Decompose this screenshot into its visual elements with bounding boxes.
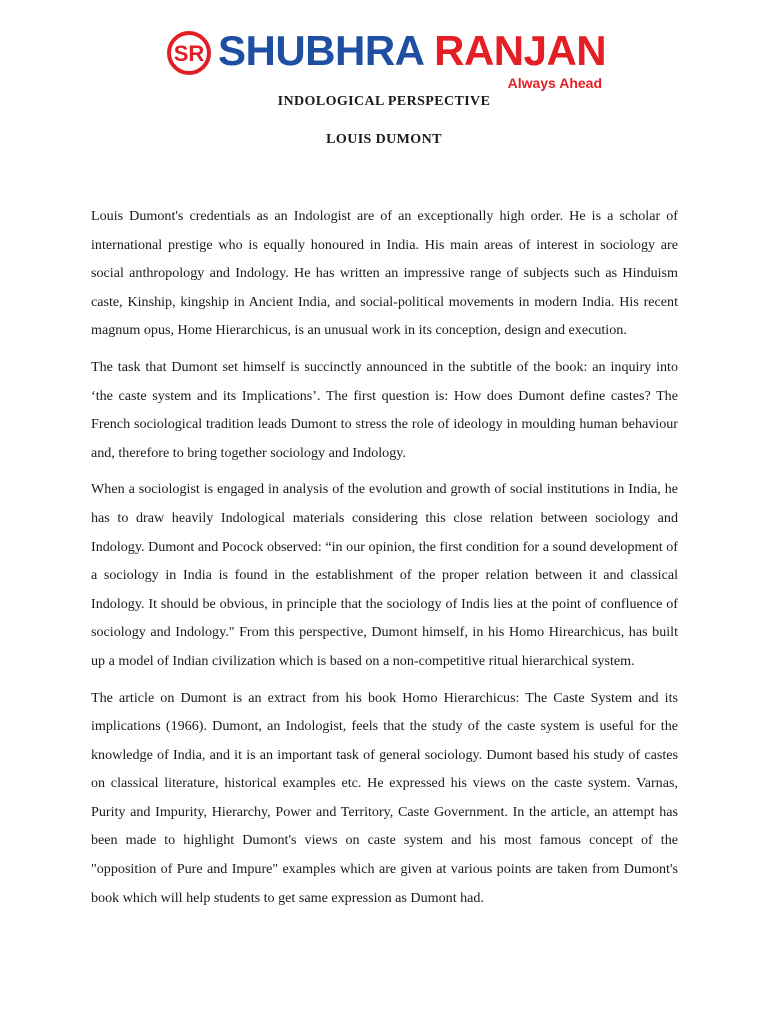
- page-header: [0, 0, 768, 96]
- brand-name: [218, 28, 606, 74]
- brand-name-part1: SHUBHRA: [218, 27, 423, 74]
- document-body: [91, 202, 678, 920]
- paragraph-3: When a sociologist is engaged in analysis of the evolution and growth of social institutions in India, he has to draw heavily Indological materials considering this close relation between sociology and Indology. Dumont and Pocock observed: “in our opinion, the first condition for a sound development of a sociology in India is found in the establishment of the proper relation between it and classical Indology. It should be obvious, in principle that the sociology of Indis lies at the point of confluence of sociology and Indology." From this perspective, Dumont himself, in his Homo Hirearchicus, has built up a model of Indian civilization which is based on a non-competitive ritual hierarchical system.: [91, 481, 678, 669]
- paragraph-4: The article on Dumont is an extract from his book Homo Hierarchicus: The Caste System and its implications (1966). Dumont, an Indologist, feels that the study of the caste system is useful for the knowledge of India, and it is an important task of general sociology. Dumont based his study of castes on classical literature, historical examples etc. He expressed his views on the caste system. Varnas, Purity and Impurity, Hierarchy, Power and Territory, Caste Government. In the article, an attempt has been made to highlight Dumont's views on caste system and his most famous concept of the "opposition of Pure and Impure" examples which are given at various points are taken from Dumont's book which will help students to get same expression as Dumont had.: [91, 689, 678, 906]
- paragraph-1: Louis Dumont's credentials as an Indologist are of an exceptionally high order. He is a scholar of international prestige who is equally honoured in India. His main areas of interest in sociology are social anthropology and Indology. He has written an impressive range of subjects such as Hinduism caste, Kinship, kingship in Ancient India, and social-political movements in modern India. His recent magnum opus, Home Hierarchicus, is an unusual work in its conception, design and execution.: [91, 208, 678, 339]
- document-subtitle: LOUIS DUMONT: [326, 132, 442, 147]
- brand-name-part2: RANJAN: [434, 27, 607, 74]
- paragraph-2: The task that Dumont set himself is succinctly announced in the subtitle of the book: an inquiry into ‘the caste system and its Implications’. The first question is: How does Dumont define castes? The French sociological tradition leads Dumont to stress the role of ideology in moulding human behaviour and, therefore to bring together sociology and Indology.: [91, 358, 678, 461]
- brand-tagline: Always Ahead: [507, 75, 602, 91]
- sr-logo-icon: [166, 30, 212, 76]
- svg-text:SR: SR: [173, 41, 205, 66]
- document-title: INDOLOGICAL PERSPECTIVE: [277, 94, 491, 109]
